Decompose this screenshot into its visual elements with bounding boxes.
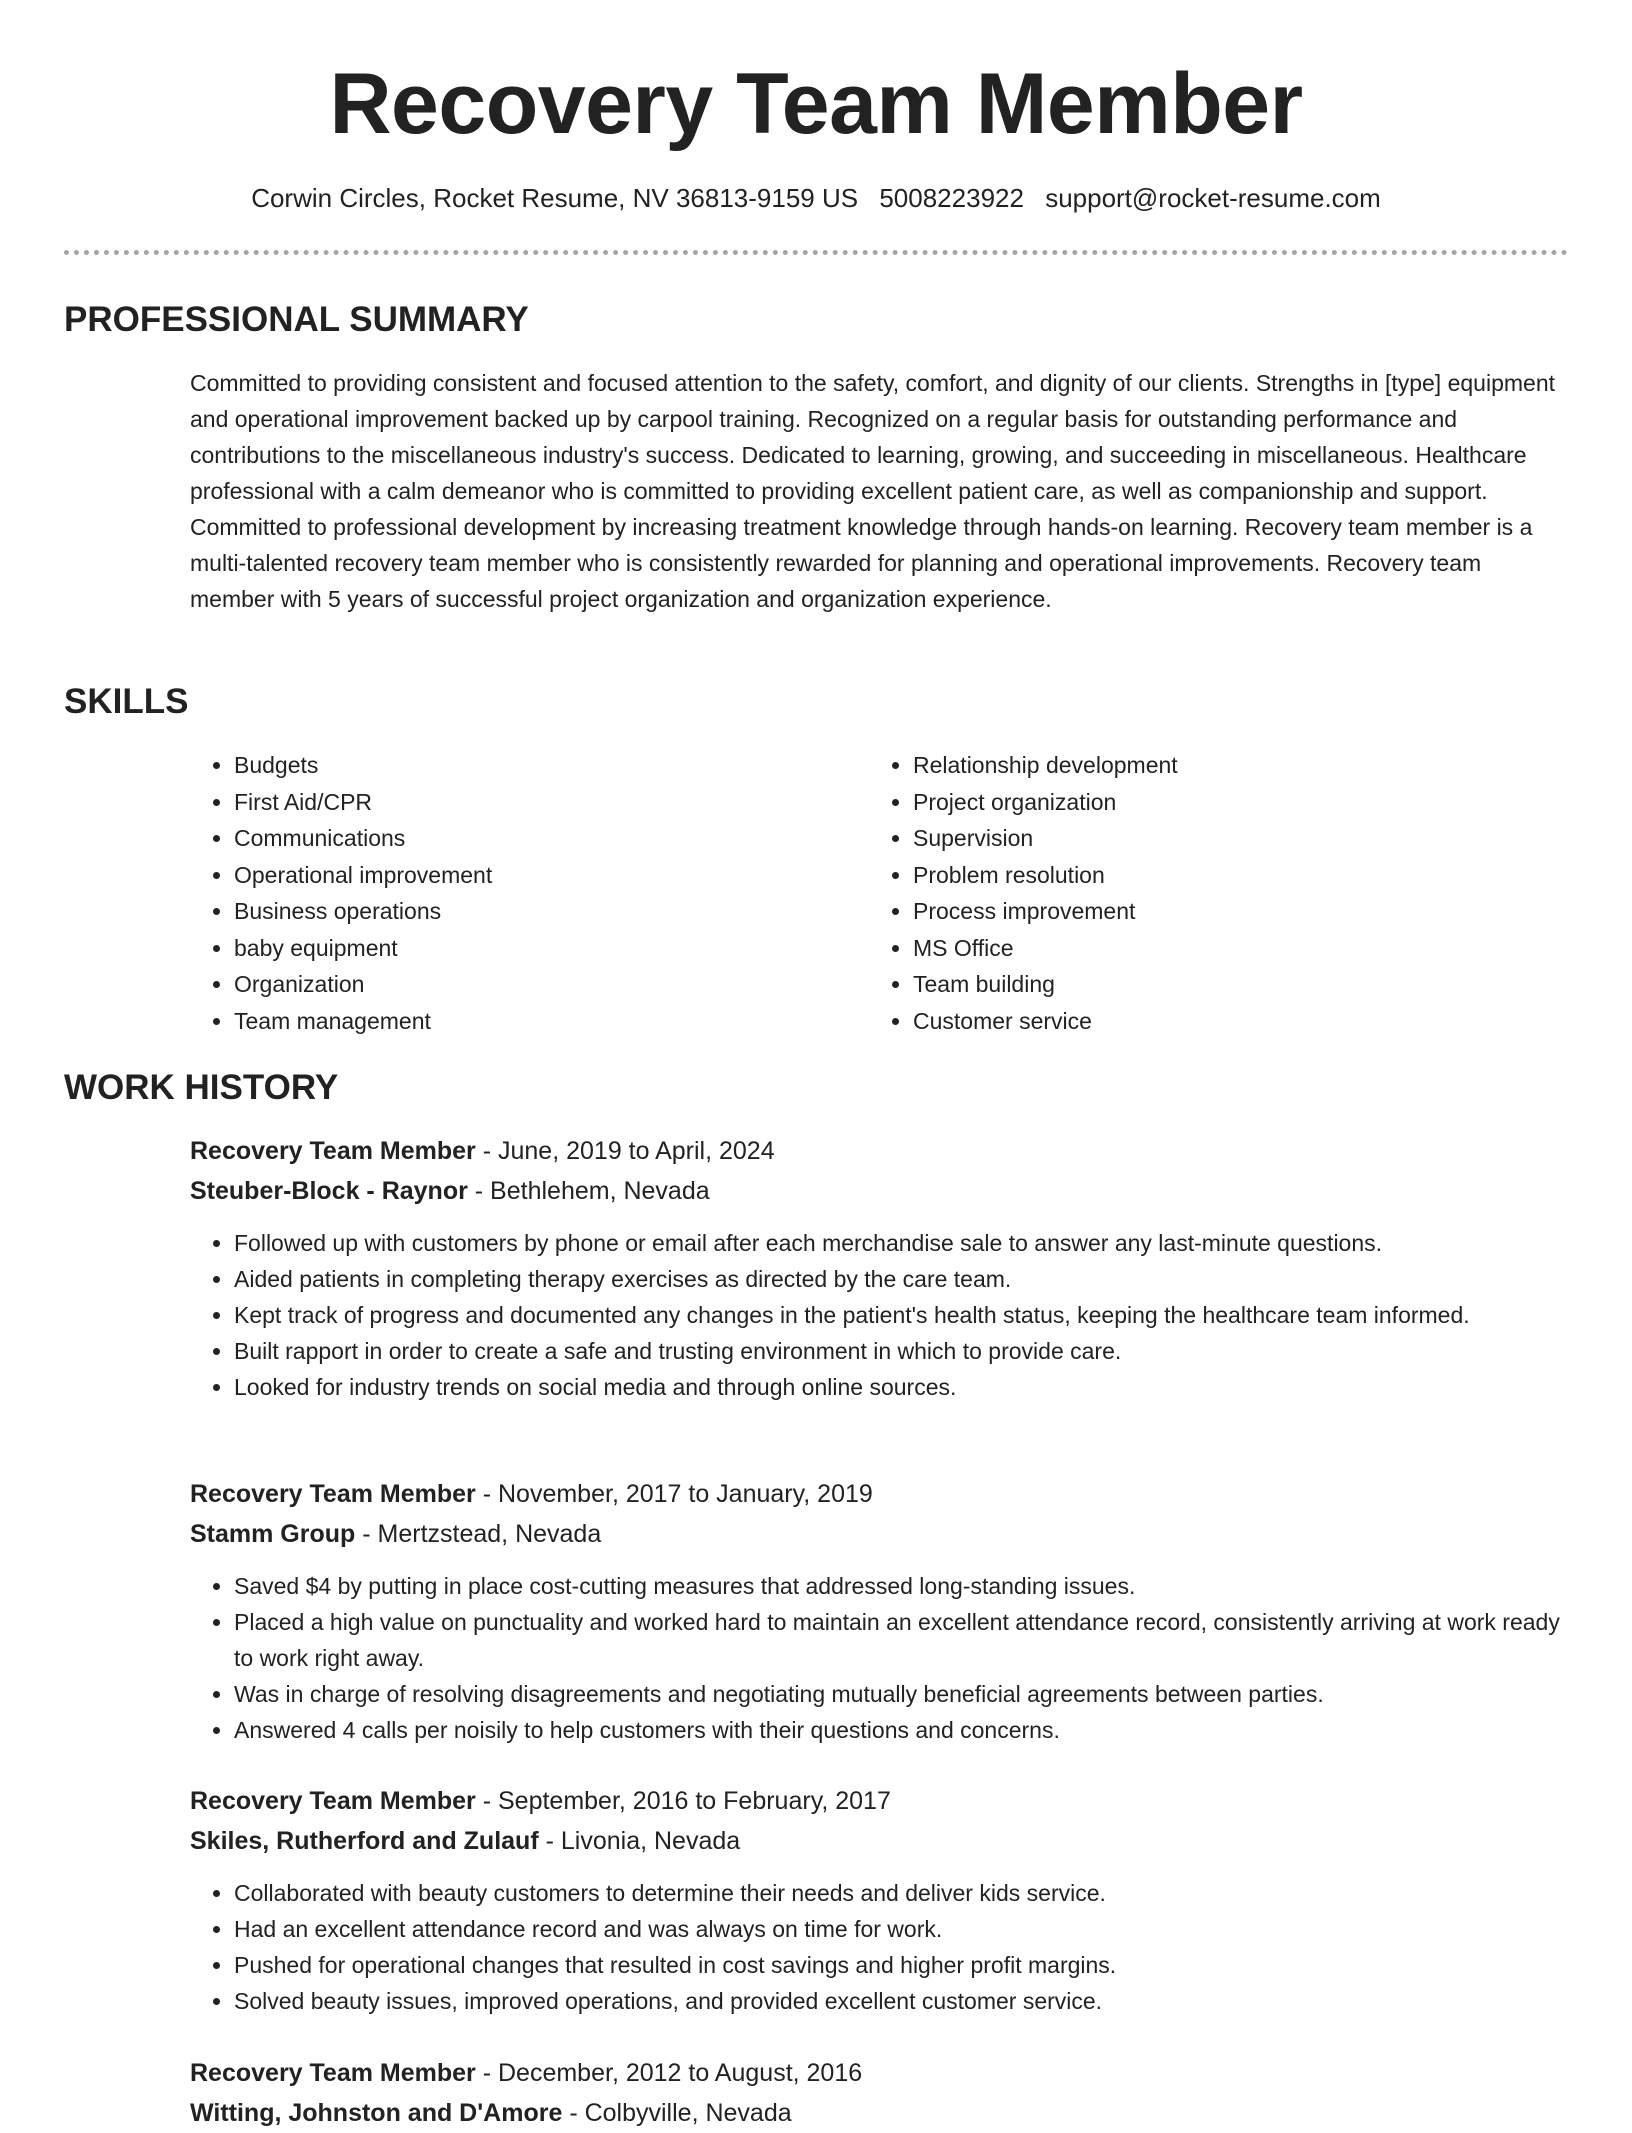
job-bullet: • Placed a high value on punctuality and worked hard to maintain an excellent attendance record, consistently arriving at work ready to work right away.: [234, 1604, 1570, 1676]
job-location: - Colbyville, Nevada: [562, 2099, 792, 2127]
job-company-line: [190, 2093, 1570, 2133]
skills-list-right: [869, 747, 1533, 1039]
job-bullet: • Was in charge of resolving disagreements and negotiating mutually beneficial agreements between parties.: [234, 1676, 1570, 1712]
skill-item: • Relationship development: [913, 747, 1533, 784]
job-entry: [190, 2053, 1570, 2133]
job-title-line: [190, 2053, 1570, 2093]
job-company: Stamm Group: [190, 1520, 356, 1548]
job-company: Witting, Johnston and D'Amore: [190, 2099, 563, 2127]
job-company-line: [190, 1821, 1570, 1861]
job-bullets: [190, 1225, 1570, 1405]
job-bullet: • Looked for industry trends on social media and through online sources.: [234, 1369, 1570, 1405]
job-company: Skiles, Rutherford and Zulauf: [190, 1827, 539, 1855]
contact-phone: 5008223922: [879, 183, 1024, 213]
job-bullet: • Saved $4 by putting in place cost-cutting measures that addressed long-standing issues.: [234, 1568, 1570, 1604]
skill-item: • Team management: [234, 1003, 854, 1040]
job-bullet: • Followed up with customers by phone or email after each merchandise sale to answer any last-minute questions.: [234, 1225, 1570, 1261]
summary-heading: PROFESSIONAL SUMMARY: [64, 300, 529, 339]
skills-list-left: [190, 747, 854, 1039]
work-history-heading: WORK HISTORY: [64, 1068, 339, 1107]
job-location: - Bethlehem, Nevada: [467, 1177, 710, 1205]
skill-item: • Project organization: [913, 784, 1533, 821]
job-entry: [190, 1474, 1570, 1748]
job-bullet: • Solved beauty issues, improved operations, and provided excellent customer service.: [234, 1983, 1570, 2019]
header-divider: [64, 250, 1568, 255]
job-entry: [190, 1131, 1570, 1405]
skill-item: • Process improvement: [913, 893, 1533, 930]
job-company-line: [190, 1514, 1570, 1554]
job-dates: - September, 2016 to February, 2017: [475, 1787, 891, 1815]
job-location: - Mertzstead, Nevada: [355, 1520, 602, 1548]
job-title-line: [190, 1781, 1570, 1821]
contact-email[interactable]: support@rocket-resume.com: [1045, 183, 1381, 213]
job-bullet: • Pushed for operational changes that resulted in cost savings and higher profit margins.: [234, 1947, 1570, 1983]
skill-item: • First Aid/CPR: [234, 784, 854, 821]
job-entry: [190, 1781, 1570, 2019]
skill-item: • MS Office: [913, 930, 1533, 967]
job-role: Recovery Team Member: [190, 1787, 476, 1815]
contact-line: [0, 180, 1632, 216]
summary-text: Committed to providing consistent and focused attention to the safety, comfort, and dignity of our clients. Strengths in [type] equipment and operational improvement backed up by carpool training. Recognized on a regular basis for outstanding performance and contributions to the miscellaneous industry's success. Dedicated to learning, growing, and succeeding in miscellaneous. Healthcare professional with a calm demeanor who is committed to providing excellent patient care, as well as companionship and support. Committed to professional development by increasing treatment knowledge through hands-on learning. Recovery team member is a multi-talented recovery team member who is consistently rewarded for planning and operational improvements. Recovery team member with 5 years of successful project organization and organization experience.: [190, 370, 1555, 612]
job-bullet: • Aided patients in completing therapy exercises as directed by the care team.: [234, 1261, 1570, 1297]
job-bullet: • Answered 4 calls per noisily to help customers with their questions and concerns.: [234, 1712, 1570, 1748]
skill-item: • Customer service: [913, 1003, 1533, 1040]
skill-item: • Communications: [234, 820, 854, 857]
skill-item: • Team building: [913, 966, 1533, 1003]
job-title-line: [190, 1474, 1570, 1514]
job-bullets: [190, 1568, 1570, 1748]
skill-item: • Supervision: [913, 820, 1533, 857]
skill-item: • Budgets: [234, 747, 854, 784]
job-bullet: • Kept track of progress and documented any changes in the patient's health status, keeping the healthcare team informed.: [234, 1297, 1570, 1333]
skills-heading: SKILLS: [64, 682, 189, 721]
resume-name: Recovery Team Member: [329, 56, 1303, 152]
job-company-line: [190, 1171, 1570, 1211]
contact-address: Corwin Circles, Rocket Resume, NV 36813-9159 US: [251, 183, 859, 213]
job-role: Recovery Team Member: [190, 1137, 476, 1165]
skill-item: • Business operations: [234, 893, 854, 930]
job-role: Recovery Team Member: [190, 2059, 476, 2087]
skill-item: • Organization: [234, 966, 854, 1003]
job-bullet: • Collaborated with beauty customers to determine their needs and deliver kids service.: [234, 1875, 1570, 1911]
skill-item: • Operational improvement: [234, 857, 854, 894]
job-dates: - December, 2012 to August, 2016: [475, 2059, 863, 2087]
job-company: Steuber-Block - Raynor: [190, 1177, 468, 1205]
job-title-line: [190, 1131, 1570, 1171]
job-role: Recovery Team Member: [190, 1480, 476, 1508]
skill-item: • baby equipment: [234, 930, 854, 967]
job-dates: - November, 2017 to January, 2019: [475, 1480, 873, 1508]
job-bullets: [190, 1875, 1570, 2019]
job-bullet: • Had an excellent attendance record and was always on time for work.: [234, 1911, 1570, 1947]
skill-item: • Problem resolution: [913, 857, 1533, 894]
job-dates: - June, 2019 to April, 2024: [475, 1137, 775, 1165]
job-bullet: • Built rapport in order to create a safe and trusting environment in which to provide care.: [234, 1333, 1570, 1369]
job-location: - Livonia, Nevada: [538, 1827, 741, 1855]
